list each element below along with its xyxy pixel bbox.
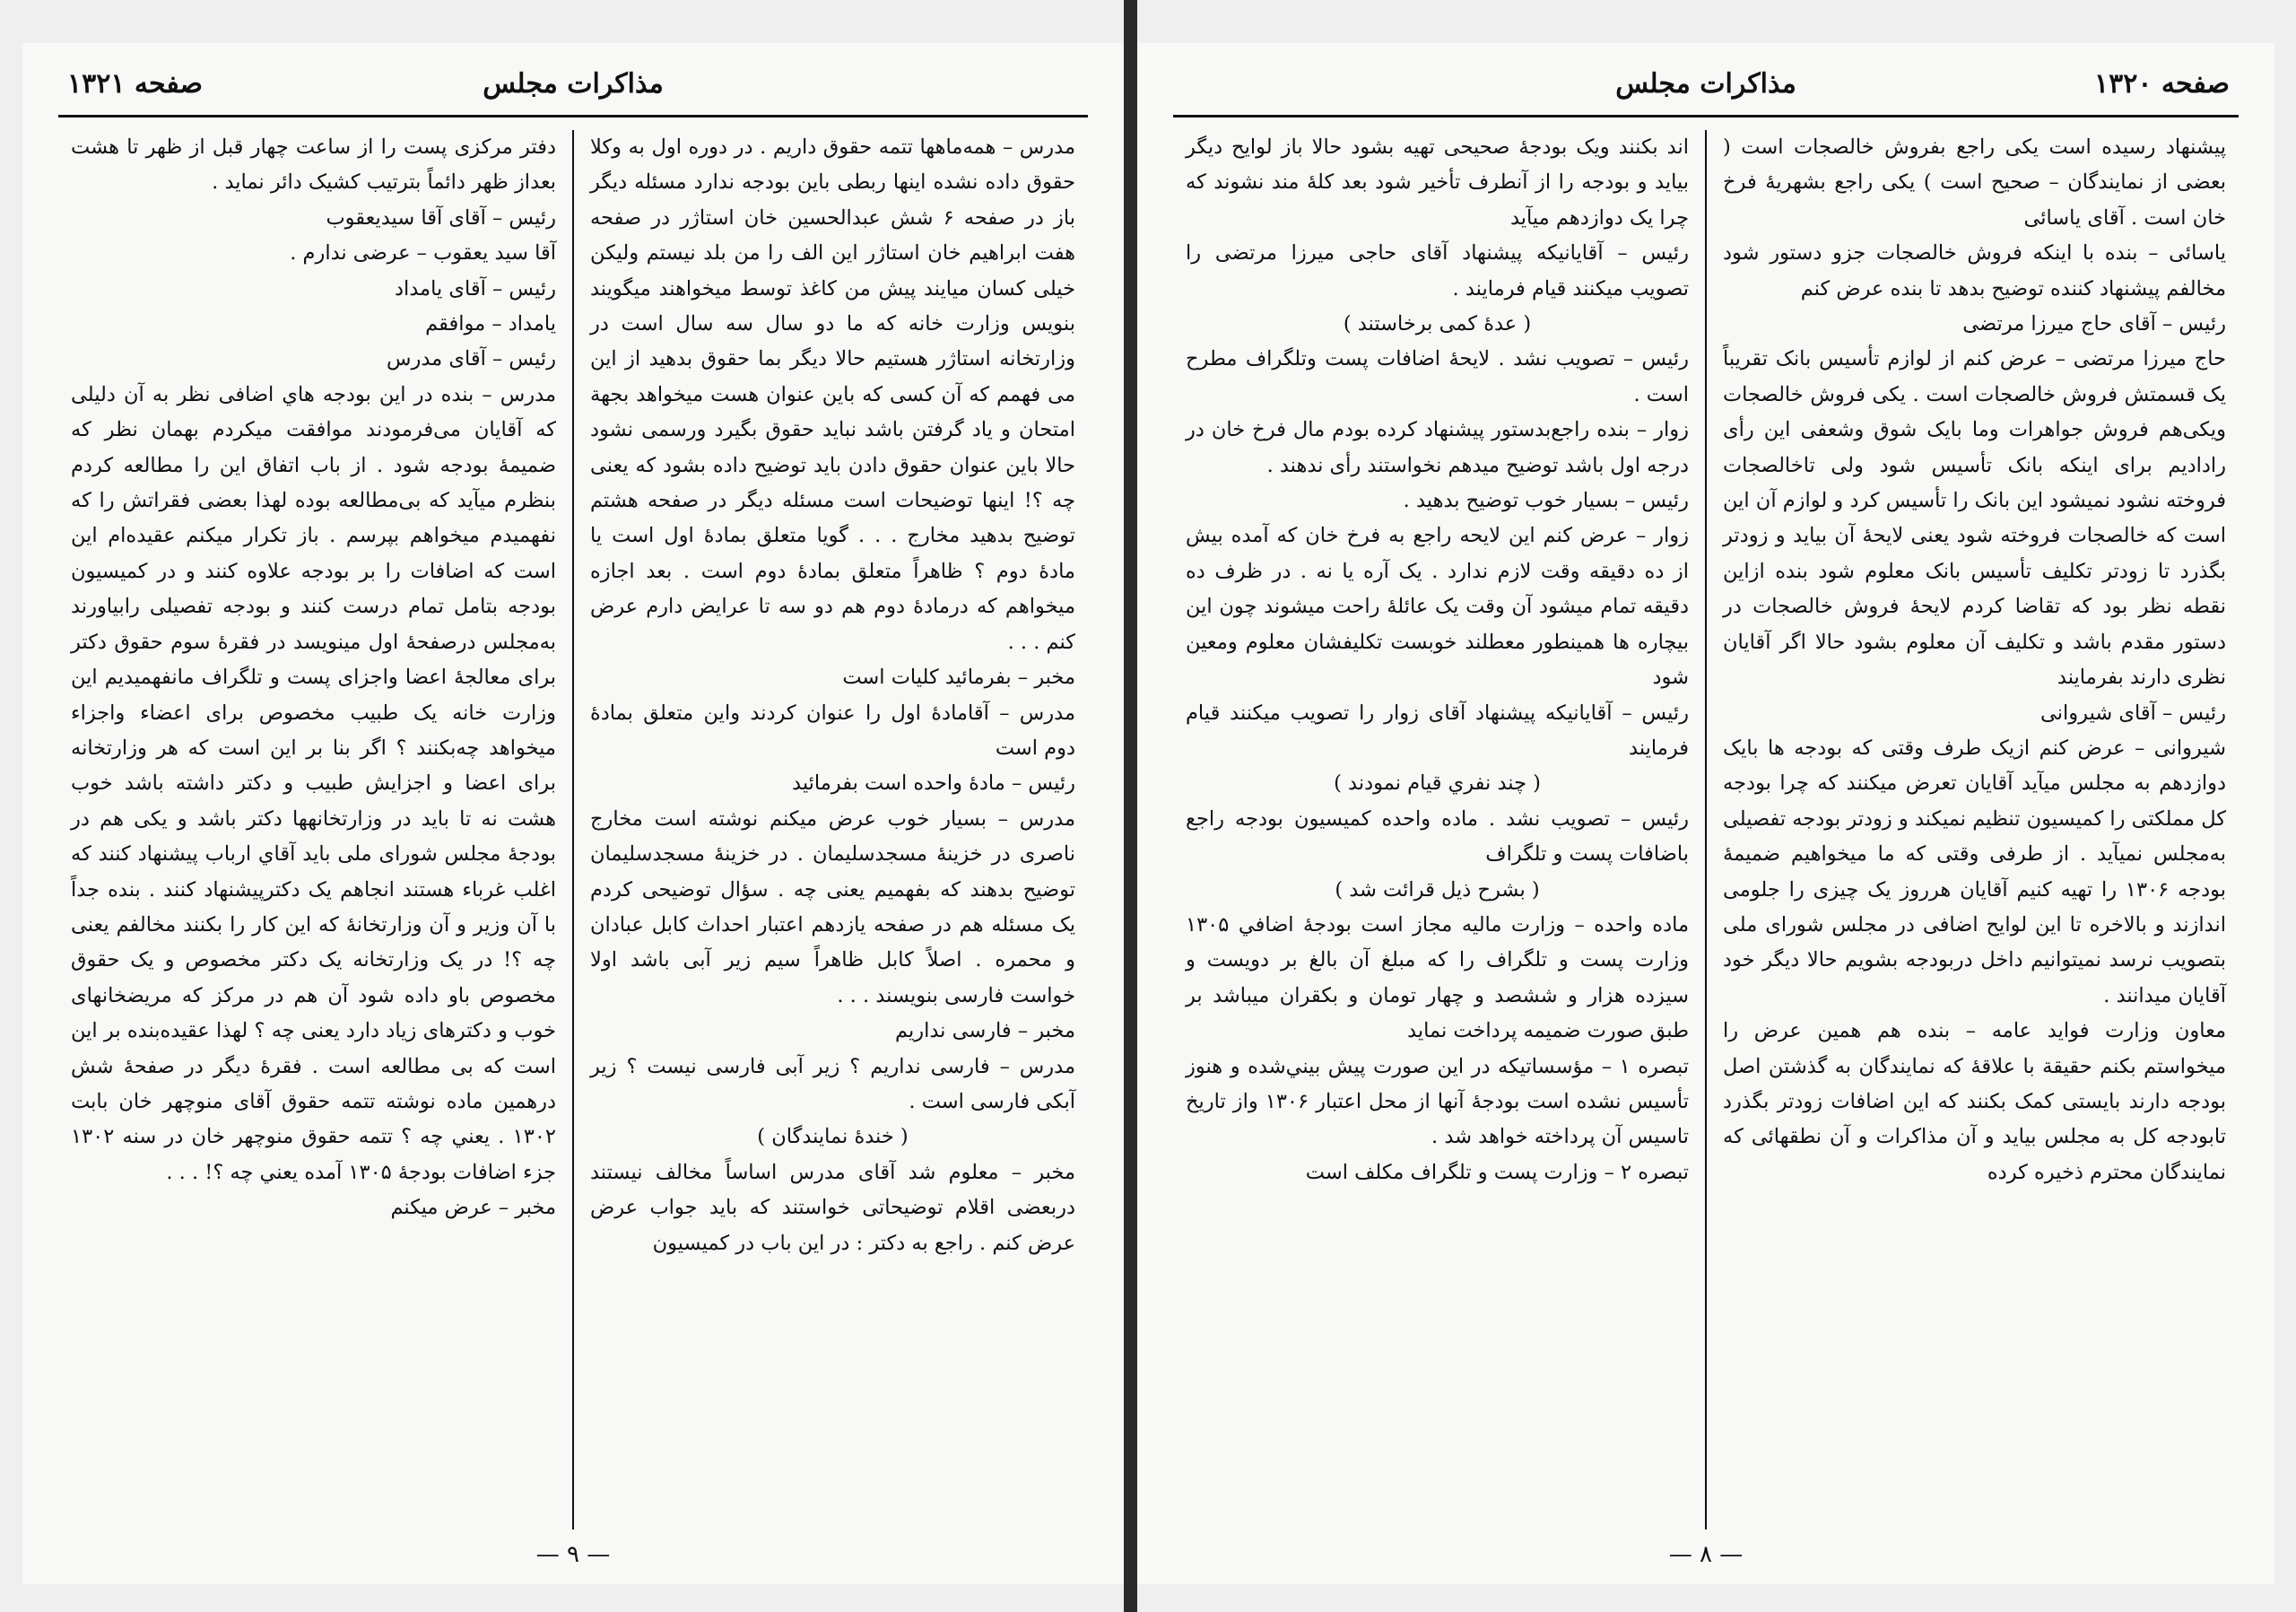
speech-paragraph: رئیس – آقای حاج میرزا مرتضی <box>1962 312 2226 336</box>
book-gutter <box>1124 0 1137 1612</box>
page-footer-number: — ۹ — <box>535 1541 611 1568</box>
speech-paragraph: حاج میرزا مرتضی – عرض کنم از لوازم تأسیس بانک تقریباً یک قسمتش فروش خالصجات است . یکی فروش خالصجات ویکی‌هم فروش جواهرات وما بایک شوق وشعفی این رأی رادادیم برای اینکه بانک تأسیس شود ولی تاخالصجات فروخته نشود نمیشود این بانک را تأسیس کرد و لوازم آن این است که خالصجات فروخته شود یعنی لایحهٔ آن بیاید و زودتر بگذرد تا زودتر تکلیف تأسیس بانک معلوم شود بنده ازاین نقطه نظر بود که تقاضا کردم لایحهٔ فروش خالصجات در دستور مقدم باشد و تکلیف آن معلوم بشود حالا اگر آقایان نظری دارند بفرمایند <box>1723 347 2226 690</box>
speech-paragraph: پیشنهاد رسیده است یکی راجع بفروش خالصجات است ( بعضی از نمایندگان – صحیح است ) یکی راجع بشهریهٔ فرخ خان است . آقای یاسائی <box>1723 135 2226 230</box>
speech-paragraph: مخبر – بفرمائید کلیات است <box>842 666 1075 690</box>
speech-paragraph: رئیس – بسیار خوب توضیح بدهید . <box>1403 489 1689 513</box>
speech-paragraph: مدرس – فارسی نداریم ؟ زیر آبی فارسی نیست ؟ زیر آبکی فارسی است . <box>590 1054 1075 1113</box>
stage-direction: ( چند نفري قیام نمودند ) <box>1334 771 1541 796</box>
page-number: صفحه ۱۳۲۰ <box>2094 68 2230 100</box>
column-2 <box>58 130 569 1529</box>
header-title: مذاکرات مجلس <box>483 68 664 100</box>
speech-paragraph: زوار – بنده راجع‌بدستور پیشنهاد کرده بودم مال فرخ خان در درجه اول باشد توضیح میدهم نخواستند رأی ندهند . <box>1186 418 1689 477</box>
speech-paragraph: آقا سید یعقوب – عرضی ندارم . <box>290 241 556 266</box>
speech-paragraph: رئیس – تصویب نشد . ماده واحده کمیسیون بودجه راجع باضافات پست و تلگراف <box>1186 806 1689 867</box>
speech-paragraph: رئیس – مادهٔ واحده است بفرمائید <box>792 771 1075 796</box>
speech-paragraph: رئیس – آقای یامداد <box>394 276 556 301</box>
column-1 <box>1710 130 2239 1529</box>
speech-paragraph: تبصره ۲ – وزارت پست و تلگراف مکلف است <box>1305 1160 1689 1184</box>
speech-paragraph: رئیس – آقایانیکه پیشنهاد آقای زوار را تصویب میکنند قیام فرمایند <box>1186 701 1689 760</box>
speech-paragraph: معاون وزارت فواید عامه – بنده هم همین عرض را میخواستم بکنم حقیقة با علاقهٔ که نمایندگان به گذشتن اصل بودجه دارند بایستی کمک بکنند که این اضافات زودتر بگذرد تابودجه کل به مجلس بیاید و آن مذاکرات و آن نطقهائی که نمایندگان محترم ذخیره کرده <box>1723 1019 2226 1184</box>
speech-paragraph: مخبر – فارسی نداریم <box>895 1019 1075 1043</box>
speech-paragraph: یامداد – موافقم <box>425 312 556 336</box>
column-2 <box>1173 130 1701 1529</box>
text-columns <box>58 130 1088 1529</box>
speech-paragraph: رئیس – آقای شیروانی <box>2040 701 2226 725</box>
speech-paragraph: شیروانی – عرض کنم ازیک طرف وقتی که بودجه ها بایک دوازدهم به مجلس میآید آقایان تعرض میکنند که چرا بودجه کل مملکتی را کمیسیون تنظیم نمیکند و زودتر بودجه تفصیلی به‌مجلس نمیآید . از طرفی وقتی که ما میخواهیم ضمیمهٔ بودجه ۱۳۰۶ را تهیه کنیم آقایان هرروز یک چیزی را جلومی اندازند و بالاخره تا این لوایح اضافی در مجلس شورای ملی بتصویب نرسد نمیتوانیم داخل دربودجه بشویم حالا دیگر خود آقایان میدانند . <box>1723 736 2226 1007</box>
speech-paragraph: مدرس – آقامادهٔ اول را عنوان کردند واین متعلق بمادهٔ دوم است <box>590 701 1075 760</box>
text-columns <box>1173 130 2239 1529</box>
page-header <box>58 63 1088 113</box>
speech-paragraph: زوار – عرض کنم این لایحه راجع به فرخ خان که آمده بیش از ده دقیقه وقت لازم ندارد . یک آره یا نه . در ظرف ده دقیقه تمام میشود آن وقت یک عائلهٔ راحت میشوند چون این بیچاره ها همینطور معطلند خوبست تکلیفشان معلوم ومعین شود <box>1186 524 1689 690</box>
header-title: مذاکرات مجلس <box>1615 68 1796 100</box>
column-1 <box>578 130 1088 1529</box>
speech-paragraph: تبصره ۱ – مؤسساتیکه در این صورت پیش بیني‌شده و هنوز تأسیس نشده است بودجهٔ آنها از محل اعتبار ۱۳۰۶ واز تاریخ تاسیس آن پرداخته خواهد شد . <box>1186 1054 1690 1149</box>
speech-paragraph: ماده واحده – وزارت مالیه مجاز است بودجهٔ اضافي ۱۳۰۵ وزارت پست و تلگراف را که مبلغ آن بالغ بر دویست و سیزده هزار و ششصد و چهار تومان و بکقران میباشد بر طبق صورت ضمیمه پرداخت نماید <box>1186 912 1689 1043</box>
speech-paragraph: مدرس – همه‌ماهها تتمه حقوق داریم . در دوره اول به وکلا حقوق داده نشده اینها ربطی باین بودجه ندارد مسئله دیگر باز در صفحه ۶ شش عبدالحسین خان استاژر در صفحه هفت ابراهیم خان استاژر این الف را من بلد نیستم ولیکن خیلی کسان میایند پیش من کاغذ توسط میخواهند میگویند بنویس وزارت خانه که ما دو سال سه سال است در وزارتخانه استاژر هستیم حالا دیگر بما حقوق بدهید از این می فهمم که آن کسی که باین عنوان هست میخواهد بجهة امتحان و یاد گرفتن باشد نباید حقوق بگیرد ورسمی نشود حالا باین عنوان حقوق دادن باید توضیح داده بشود که یعنی چه ؟! اینها توضیحات است مسئله دیگر در صفحه هشتم توضیح بدهید مخارج . . . گویا متعلق بمادهٔ اول است یا مادهٔ دوم ؟ ظاهراً متعلق بمادهٔ دوم است . بعد اجازه میخواهم که درمادهٔ دوم هم دو سه تا عرایض دارم عرض کنم . . . <box>590 135 1075 654</box>
speech-paragraph: دفتر مرکزی پست را از ساعت چهار قبل از ظهر تا هشت بعداز ظهر دائماً بترتیب کشیک دائر نماید . <box>71 135 556 195</box>
column-divider <box>572 130 574 1529</box>
speech-paragraph: یاسائی – بنده با اینکه فروش خالصجات جزو دستور شود مخالفم پیشنهاد کننده توضیح بدهد تا بنده عرض کنم <box>1723 241 2226 301</box>
header-rule <box>1173 115 2239 118</box>
speech-paragraph: مخبر – عرض میکنم <box>390 1196 556 1220</box>
stage-direction: ( عدهٔ کمی برخاستند ) <box>1343 312 1532 336</box>
stage-direction: ( خندهٔ نمایندگان ) <box>757 1125 909 1149</box>
stage-direction: ( بشرح ذیل قرائت شد ) <box>1335 877 1540 902</box>
page-header <box>1173 63 2239 113</box>
right-page <box>1137 43 2274 1584</box>
speech-paragraph: مدرس – بسیار خوب عرض میکنم نوشته است مخارج ناصری در خزینهٔ مسجدسلیمان . در خزینهٔ مسجدسلیمان توضیح بدهند که بفهمیم یعنی چه . سؤال توضیحی کردم یک مسئله هم در صفحه یازدهم اعتبار احداث کابل عبادان و محمره . اصلاً کابل ظاهراً سیم زیر آبی باشد اولا خواست فارسی بنویسند . . . <box>590 806 1075 1007</box>
column-divider <box>1705 130 1707 1529</box>
speech-paragraph: رئیس – آقای آقا سیدیعقوب <box>326 205 556 230</box>
left-page <box>22 43 1124 1584</box>
speech-paragraph: اند بکنند ویک بودجهٔ صحیحی تهیه بشود حالا باز لوایح دیگر بیاید و بودجه را از آنطرف تأخیر شود بعد کلهٔ مند نشوند که چرا یک دوازدهم میآید <box>1186 135 1689 230</box>
speech-paragraph: مدرس – بنده در این بودجه هاي اضافی نظر به آن دلیلی که آقایان می‌فرمودند موافقت میکردم بهمان نظر که ضمیمهٔ بودجه شود . از باب اتفاق این را مطالعه کردم بنظرم میآید که بی‌مطالعه بوده لهذا بعضی فقراتش را که نفهمیدم میخواهم بپرسم . باز تکرار میکنم عقیده‌ام این است که اضافات را بر بودجه علاوه کنند و در کمیسیون بودجه بتامل تمام درست کنند و بودجه تفصیلی رابیاورند به‌مجلس درصفحهٔ اول مینویسد در فقرهٔ سوم حقوق دکتر برای معالجهٔ اعضا واجزای پست و تلگراف مانفهمیدیم این وزارت خانه یک طبیب مخصوص برای اعضاء واجزاء میخواهد چه‌بکنند ؟ اگر بنا بر این است که هر وزارتخانه برای اعضا و اجزایش طبیب و دکتر داشته باشد خوب هشت نه تا باید در وزارتخانهها دکتر باشد و یکی هم در بودجهٔ مجلس شورای ملی باید آقاي ارباب پیشنهاد کنند که اغلب غرباء هستند انجاهم یک دکترپیشنهاد کنند . بنده جداً با آن وزیر و آن وزارتخانهٔ که این کار را بکنند مخالفم یعنی چه ؟! در یک وزارتخانه یک دکتر مخصوص و یک حقوق مخصوص باو داده شود آن هم در مرکز که مریضخانهای خوب و دکترهای زیاد دارد یعنی چه ؟ لهذا عقیده‌بنده بر این است که بی مطالعه است . فقرهٔ دیگر در صفحهٔ شش درهمین ماده نوشته تتمه حقوق آقای منوچهر خان بابت ۱۳۰۲ . یعني چه ؟ تتمه حقوق منوچهر خان در سنه ۱۳۰۲ جزء اضافات بودجهٔ ۱۳۰۵ آمده یعني چه ؟! . . . <box>71 382 556 1184</box>
speech-paragraph: رئیس – تصویب نشد . لایحهٔ اضافات پست وتلگراف مطرح است . <box>1186 347 1689 406</box>
header-rule <box>58 115 1088 118</box>
page-footer-number: — ۸ — <box>1668 1541 1744 1568</box>
page-number: صفحه ۱۳۲۱ <box>67 68 203 100</box>
speech-paragraph: رئیس – آقایانیکه پیشنهاد آقای حاجی میرزا مرتضی را تصویب میکنند قیام فرمایند . <box>1186 241 1689 301</box>
speech-paragraph: رئیس – آقای مدرس <box>387 347 556 371</box>
speech-paragraph: مخبر – معلوم شد آقای مدرس اساساً مخالف نیستند دربعضی اقلام توضیحاتی خواستند که باید جواب عرض عرض کنم . راجع به دکتر : در این باب در کمیسیون <box>590 1160 1075 1255</box>
